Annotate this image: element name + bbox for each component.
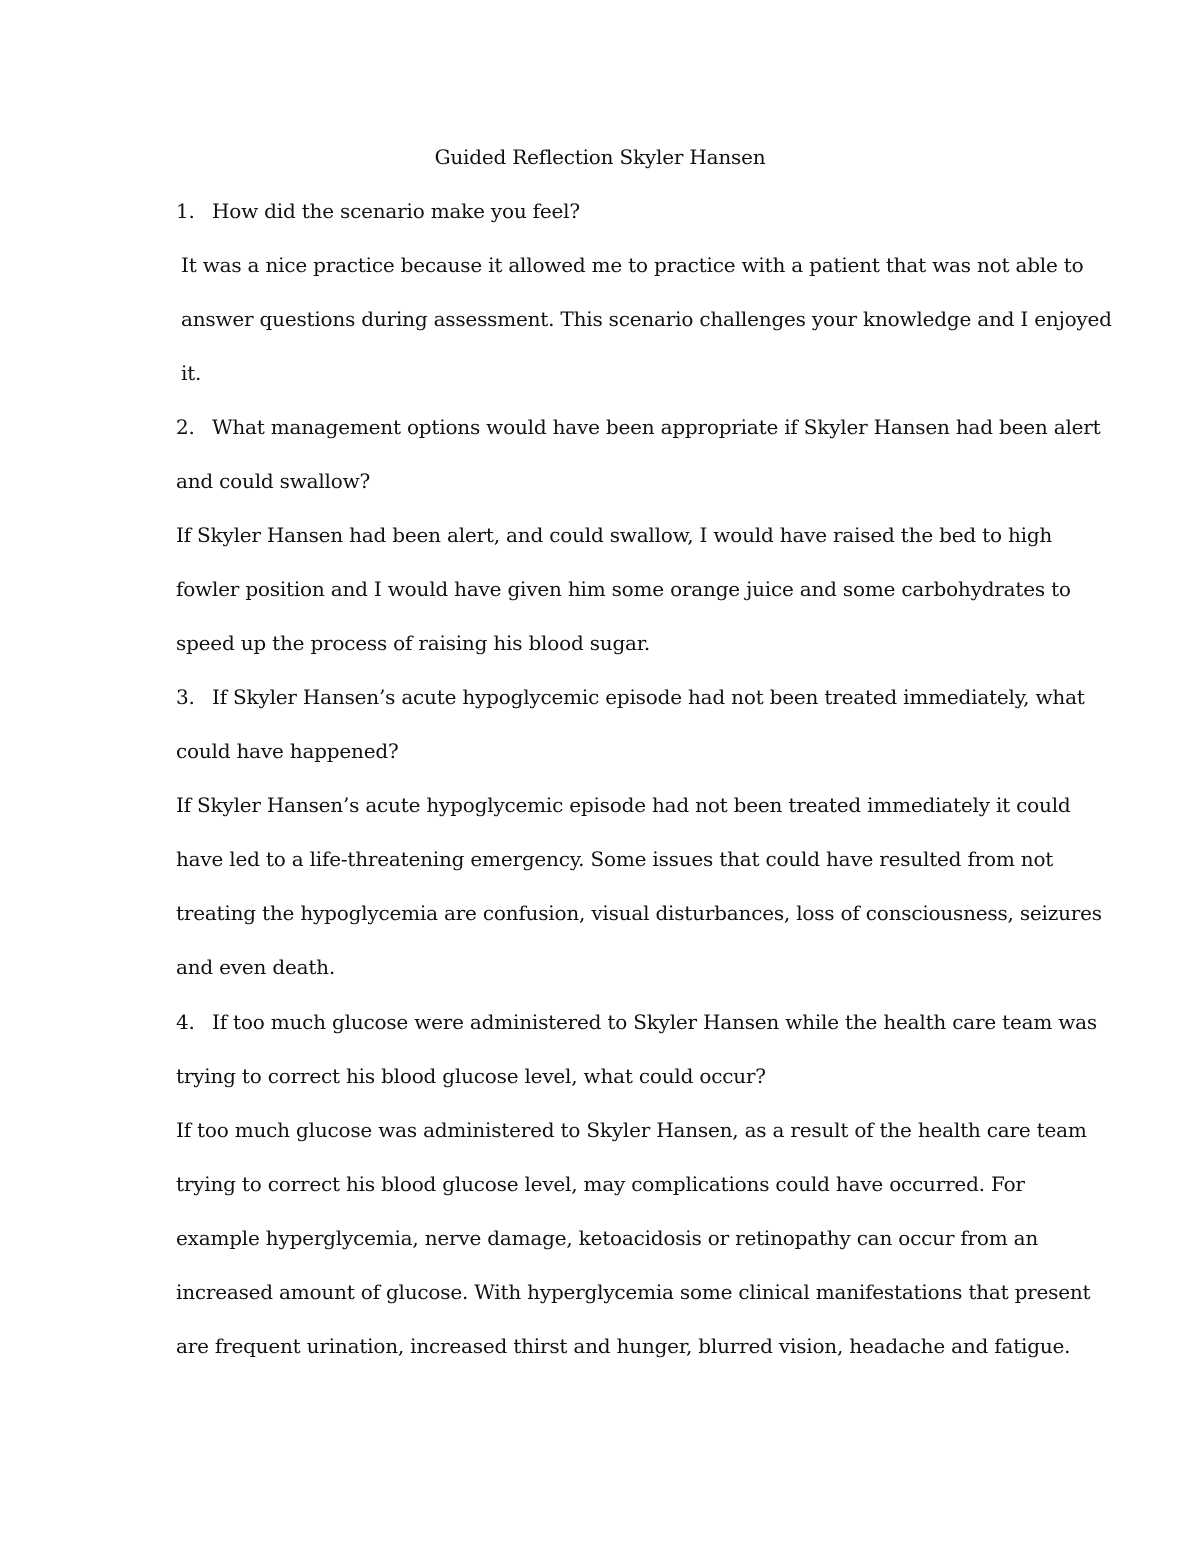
question-3-number: 3. [176,685,195,709]
question-4 [176,1009,1097,1035]
question-3-line-1: If Skyler Hansen’s acute hypoglycemic episode had not been treated immediately, what [212,685,1085,709]
answer-2-line-1: If Skyler Hansen had been alert, and could swallow, I would have raised the bed to high [176,523,1053,547]
answer-4-line-2: trying to correct his blood glucose level, may complications could have occurred. For [176,1172,1025,1196]
answer-3-line-3: treating the hypoglycemia are confusion, visual disturbances, loss of consciousness, seizures [176,901,1102,925]
answer-4-line-1: If too much glucose was administered to Skyler Hansen, as a result of the health care team [176,1118,1087,1142]
answer-3-line-1: If Skyler Hansen’s acute hypoglycemic episode had not been treated immediately it could [176,793,1071,817]
answer-1-line-2: answer questions during assessment. This scenario challenges your knowledge and I enjoyed [181,307,1112,331]
document-title: Guided Reflection Skyler Hansen [434,145,766,169]
answer-2-line-2: fowler position and I would have given him some orange juice and some carbohydrates to [176,577,1071,601]
answer-4-line-5: are frequent urination, increased thirst and hunger, blurred vision, headache and fatigue. [176,1334,1071,1358]
answer-3-line-4: and even death. [176,955,336,979]
answer-3-line-2: have led to a life-threatening emergency. Some issues that could have resulted from not [176,847,1054,871]
answer-1-line-3: it. [181,361,202,385]
question-3 [176,684,1085,710]
answer-4-line-3: example hyperglycemia, nerve damage, ketoacidosis or retinopathy can occur from an [176,1226,1039,1250]
answer-2-line-3: speed up the process of raising his blood sugar. [176,631,651,655]
question-4-number: 4. [176,1010,195,1034]
question-4-line-1: If too much glucose were administered to Skyler Hansen while the health care team was [212,1010,1097,1034]
question-1 [176,198,580,224]
question-3-line-2: could have happened? [176,739,399,763]
question-4-line-2: trying to correct his blood glucose level, what could occur? [176,1064,766,1088]
question-2-line-1: What management options would have been appropriate if Skyler Hansen had been alert [212,415,1101,439]
answer-4-line-4: increased amount of glucose. With hyperglycemia some clinical manifestations that present [176,1280,1091,1304]
question-1-number: 1. [176,199,195,223]
question-1-line-1: How did the scenario make you feel? [212,199,580,223]
answer-1-line-1: It was a nice practice because it allowed me to practice with a patient that was not able to [181,253,1084,277]
question-2 [176,414,1100,440]
question-2-line-2: and could swallow? [176,469,371,493]
question-2-number: 2. [176,415,195,439]
